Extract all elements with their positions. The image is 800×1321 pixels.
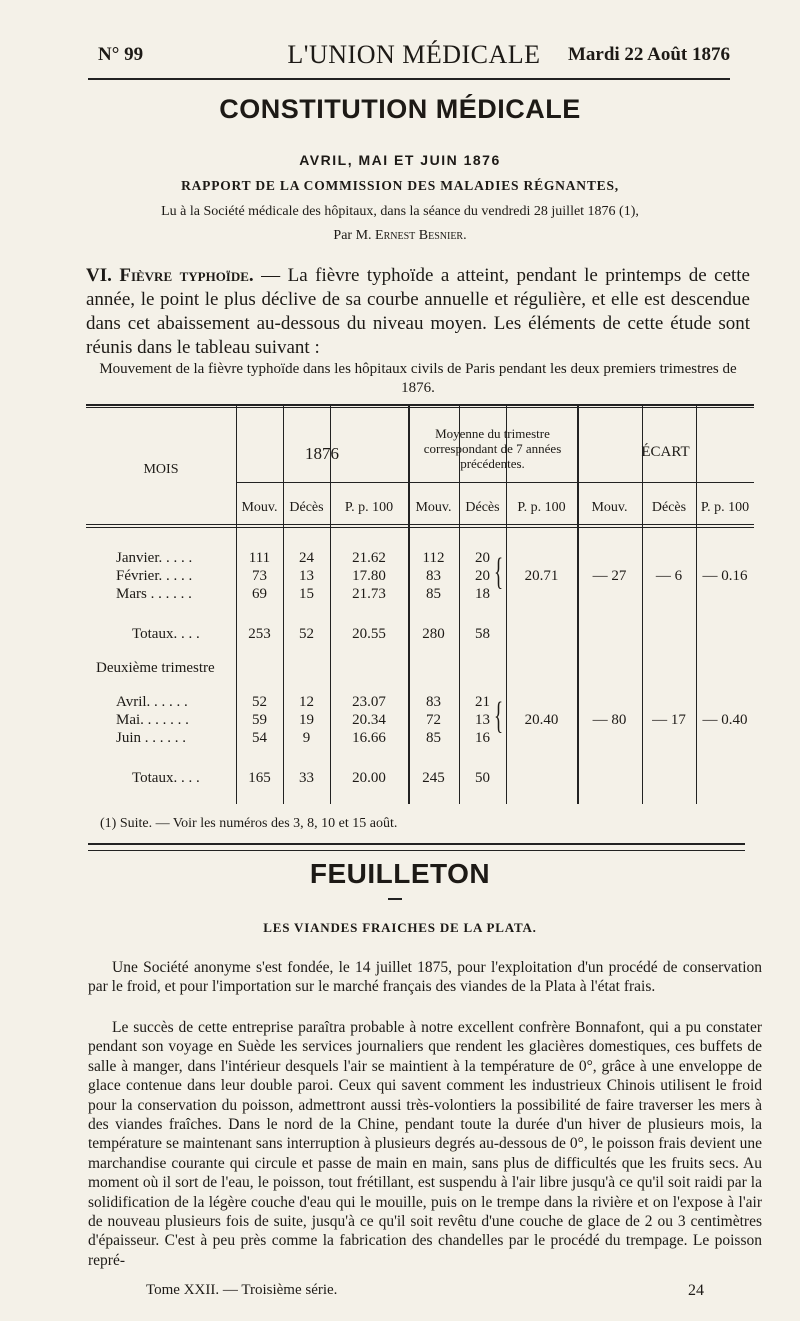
- cell-jan-pp: 21.62: [352, 550, 386, 566]
- table-caption: Mouvement de la fièvre typhoïde dans les hôpitaux civils de Paris pendant les deux premiers trimestres de 1876.: [99, 361, 737, 396]
- cell-mai-pp: 20.34: [352, 712, 386, 728]
- cell-tot2-mmouv: 245: [422, 770, 445, 786]
- row-label-totaux-2: Totaux. . . .: [132, 770, 200, 786]
- cell-tot1-pp: 20.55: [352, 626, 386, 642]
- cell-mar-deces: 15: [299, 586, 314, 602]
- cell-avr-mdeces: 21: [475, 694, 490, 710]
- feuilleton-dash: [388, 898, 402, 900]
- cell-mai-mdeces: 13: [475, 712, 490, 728]
- table-rule-top: [86, 404, 754, 406]
- intro-text: — La fièvre typhoïde a atteint, pendant le printemps de cette année, le point le plus déclive de sa courbe annuelle et régulière, et elle est descendue dans cet abaissement au-dessous du niveau moyen. Les éléments de cette étude sont réunis dans le tableau suivant :: [86, 265, 750, 358]
- tome-label: Tome XXII. — Troisième série.: [146, 1282, 338, 1298]
- sub-deces-ecart: Décès: [651, 500, 687, 515]
- journal-title: L'UNION MÉDICALE: [287, 40, 541, 69]
- table-rule-header-bottom-inner: [86, 527, 754, 528]
- sub-pp-ecart: P. p. 100: [700, 500, 750, 515]
- row-label-juin: Juin . . . . . .: [116, 730, 187, 746]
- cell-mar-mmouv: 85: [426, 586, 441, 602]
- cell-q1-ecart-pp: — 0.16: [702, 568, 748, 584]
- page-number: 24: [688, 1282, 704, 1299]
- intro-lead: VI. Fièvre typhoïde.: [86, 265, 254, 286]
- sub-mouv-moy: Mouv.: [415, 500, 452, 515]
- feuilleton-paragraph-1: Une Société anonyme s'est fondée, le 14 juillet 1875, pour l'exploitation d'un procédé de conservation par le froid, et pour l'importation sur le marché français des viandes de la Plata à l'état frais.: [88, 959, 762, 996]
- header-moyenne: Moyenne du trimestre correspondant de 7 années précédentes.: [423, 426, 562, 471]
- row-label-avril: Avril. . . . . .: [116, 694, 188, 710]
- col-sep-9: [696, 404, 697, 804]
- row-label-mars: Mars . . . . . .: [116, 586, 192, 602]
- cell-q2-ecart-mouv: — 80: [592, 712, 627, 728]
- cell-q2-ecart-pp: — 0.40: [702, 712, 748, 728]
- section-subtitle: AVRIL, MAI ET JUIN 1876: [299, 152, 501, 168]
- feuilleton-rule: [88, 843, 745, 851]
- cell-mar-mouv: 69: [252, 586, 267, 602]
- page-footer: [146, 1282, 704, 1302]
- cell-mai-mouv: 59: [252, 712, 267, 728]
- sub-deces-moy: Décès: [465, 500, 500, 515]
- cell-tot1-mmouv: 280: [422, 626, 445, 642]
- cell-tot2-mouv: 165: [248, 770, 271, 786]
- cell-fev-mouv: 73: [252, 568, 267, 584]
- brace-q1: {: [494, 551, 504, 593]
- issue-date: Mardi 22 Août 1876: [567, 44, 730, 65]
- cell-jan-deces: 24: [299, 550, 314, 566]
- cell-mai-deces: 19: [299, 712, 314, 728]
- cell-fev-mmouv: 83: [426, 568, 441, 584]
- sub-mouv-1876: Mouv.: [241, 500, 278, 515]
- intro-paragraph: [86, 264, 750, 360]
- cell-tot2-mdeces: 50: [475, 770, 490, 786]
- row-label-mai: Mai. . . . . . .: [116, 712, 189, 728]
- statistics-table: [86, 404, 754, 812]
- cell-tot1-mdeces: 58: [475, 626, 490, 642]
- q2-heading: Deuxième trimestre: [96, 660, 215, 676]
- cell-tot1-mouv: 253: [248, 626, 271, 642]
- header-mois: MOIS: [143, 462, 179, 477]
- sub-deces-1876: Décès: [289, 500, 324, 515]
- cell-mar-pp: 21.73: [352, 586, 386, 602]
- header-rule: [88, 78, 730, 80]
- table-rule-header-bottom: [86, 524, 754, 525]
- cell-q1-mpp: 20.71: [524, 568, 559, 584]
- sub-pp-moy: P. p. 100: [517, 500, 566, 515]
- cell-fev-pp: 17.80: [352, 568, 386, 584]
- cell-q2-mpp: 20.40: [524, 712, 559, 728]
- cell-jan-mouv: 111: [248, 550, 271, 566]
- cell-avr-mouv: 52: [252, 694, 267, 710]
- cell-avr-mmouv: 83: [426, 694, 441, 710]
- cell-q2-ecart-deces: — 17: [652, 712, 686, 728]
- cell-fev-deces: 13: [299, 568, 314, 584]
- row-label-totaux-1: Totaux. . . .: [132, 626, 200, 642]
- table-rule-top-inner: [86, 407, 754, 408]
- feuilleton-subtitle: LES VIANDES FRAICHES DE LA PLATA.: [263, 920, 537, 935]
- row-label-janvier: Janvier. . . . .: [116, 550, 193, 566]
- cell-tot2-pp: 20.00: [352, 770, 386, 786]
- cell-jan-mdeces: 20: [475, 550, 490, 566]
- header-1876: 1876: [305, 444, 339, 463]
- author-prefix: Par M.: [333, 228, 372, 243]
- col-sep-7: [577, 404, 579, 804]
- cell-q1-ecart-mouv: — 27: [592, 568, 627, 584]
- feuilleton-title: FEUILLETON: [309, 858, 491, 889]
- cell-jun-pp: 16.66: [352, 730, 386, 746]
- page-header: [98, 40, 730, 76]
- cell-q1-ecart-deces: — 6: [655, 568, 683, 584]
- header-ecart: ÉCART: [641, 444, 690, 460]
- row-label-fevrier: Février. . . . .: [116, 568, 193, 584]
- cell-jan-mmouv: 112: [422, 550, 445, 566]
- table-rule-header-mid: [236, 482, 754, 483]
- cell-tot2-deces: 33: [299, 770, 314, 786]
- cell-mar-mdeces: 18: [475, 586, 490, 602]
- col-sep-8: [642, 404, 643, 804]
- cell-tot1-deces: 52: [299, 626, 314, 642]
- section-title: CONSTITUTION MÉDICALE: [219, 94, 581, 124]
- cell-jun-mdeces: 16: [475, 730, 490, 746]
- issue-number: N° 99: [98, 44, 144, 65]
- cell-avr-pp: 23.07: [352, 694, 386, 710]
- sub-mouv-ecart: Mouv.: [591, 500, 628, 515]
- brace-q2: {: [494, 695, 504, 737]
- author-line: [0, 228, 800, 244]
- cell-fev-mdeces: 20: [475, 568, 490, 584]
- cell-jun-mouv: 54: [252, 730, 267, 746]
- footnote: (1) Suite. — Voir les numéros des 3, 8, 10 et 15 août.: [100, 816, 398, 831]
- read-at-line: Lu à la Société médicale des hôpitaux, dans la séance du vendredi 28 juillet 1876 (1),: [161, 204, 639, 219]
- report-title: RAPPORT DE LA COMMISSION DES MALADIES RÉGNANTES,: [181, 178, 619, 193]
- author-name: Ernest Besnier.: [375, 228, 467, 243]
- cell-avr-deces: 12: [299, 694, 314, 710]
- cell-jun-mmouv: 85: [426, 730, 441, 746]
- feuilleton-paragraph-2: Le succès de cette entreprise paraîtra probable à notre excellent confrère Bonnafont, qui a pu constater pendant son voyage en Suède les services journaliers que rendent les glacières domestiques, ces buffets de salle à manger, dans l'intérieur desquels l'air se maintient à la température de 0°, grâce à une enveloppe de glace contenue dans leur double paroi. Ceux qui savent comment les industrieux Chinois utilisent le froid pour la conservation du poisson, admettront aussi très-volontiers la possibilité de faire traverser les mers à des viandes fraîches. Dans le nord de la Chine, pendant toute la durée d'un hiver de plusieurs mois, la température se maintenant sans interruption à plusieurs degrés au-dessous de 0°, le poisson frais devient une marchandise courante qui circule et passe de main en main, sans plus de difficultés que les fruits secs. Au moment où il sort de l'eau, le poisson, tout frétillant, est suspendu à l'air libre jusqu'à ce qu'il soit raidi par la solidification de la légère couche d'eau qui le mouille, puis on le trempe dans la rivière et on l'expose à l'air de nouveau plusieurs fois de suite, jusqu'à ce qu'il soit revêtu d'une couche de glace de 2 ou 3 centimètres d'épaisseur. C'est à peu près comme la fabrication des chandelles par le procédé du trempage. Le poisson repré-: [88, 1019, 762, 1269]
- cell-jun-deces: 9: [302, 730, 311, 746]
- cell-mai-mmouv: 72: [426, 712, 441, 728]
- sub-pp-1876: P. p. 100: [344, 500, 394, 515]
